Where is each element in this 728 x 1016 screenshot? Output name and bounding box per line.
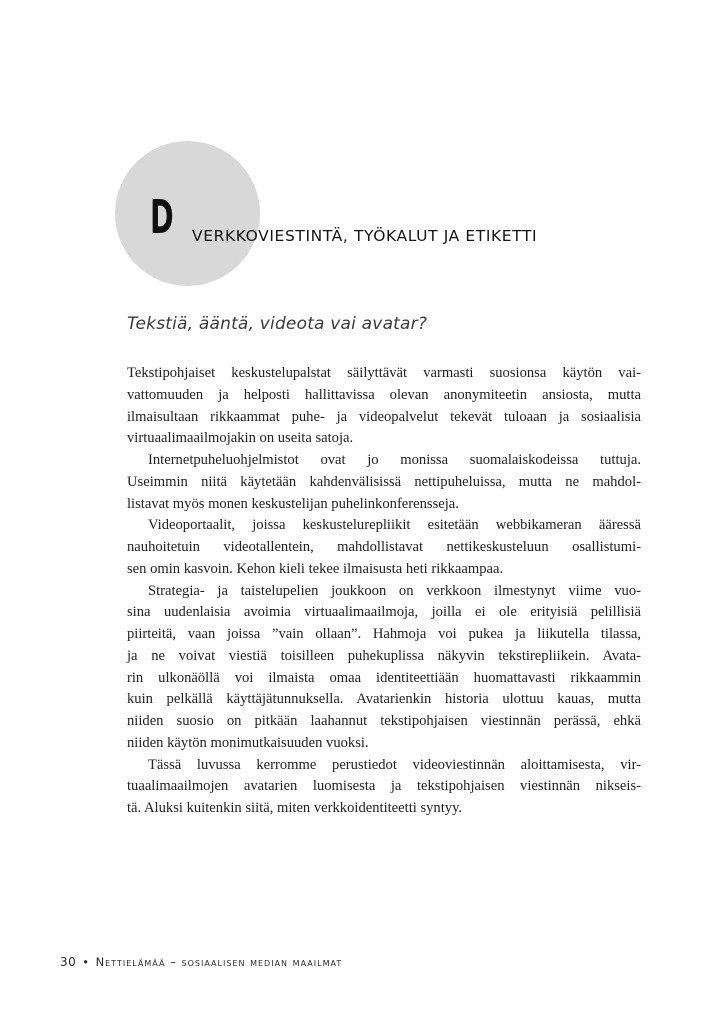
chapter-title: VERKKOVIESTINTÄ, TYÖKALUT JA ETIKETTI — [192, 227, 538, 245]
body-line: Tekstipohjaiset keskustelupalstat säilyttävät varmasti suosionsa käytön vai- — [127, 365, 641, 381]
body-line: piirteitä, vaan joissa ”vain ollaan”. Hahmoja voi pukea ja liikutella tilassa, — [127, 626, 641, 642]
body-line: sina uudenlaisia avoimia virtuaalimaailmoja, joilla ei ole erityisiä pelillisiä — [127, 604, 641, 621]
body-line: tä. Aluksi kuitenkin siitä, miten verkkoidentiteetti syntyy. — [127, 800, 463, 816]
page-number: 30 — [60, 955, 77, 969]
body-line: Strategia- ja taistelupelien joukkoon on verkkoon ilmestynyt viime vuo- — [148, 582, 641, 599]
body-line: ja ne voivat viestiä toisilleen puhekuplissa näkyvin tekstirepliikein. Avata- — [127, 647, 641, 664]
body-line: sen omin kasvoin. Kehon kieli tekee ilmaisusta heti rikkaampaa. — [127, 560, 504, 577]
body-line: vattomuuden ja helposti hallittavissa olevan anonymiteetin ansiosta, mutta — [127, 386, 641, 403]
body-line: virtuaalimaailmojakin on useita satoja. — [127, 430, 354, 447]
body-line: ilmaisultaan rikkaammat puhe- ja videopalvelut tekevät tuloaan ja sosiaalisia — [127, 408, 641, 425]
body-line: Tässä luvussa kerromme perustiedot videoviestinnän aloittamisesta, vir- — [148, 756, 641, 773]
body-text — [127, 363, 641, 820]
chapter-letter: D — [150, 190, 174, 244]
body-line: Useimmin niitä käytetään kahdenvälisissä nettipuheluissa, mutta ne mahdol- — [127, 473, 641, 490]
body-line: rin ulkonäöllä voi ilmaista omaa identiteettiään huomattavasti rikkaammin — [127, 669, 641, 686]
section-heading: Tekstiä, ääntä, videota vai avatar? — [127, 314, 428, 334]
body-line: niiden suosio on pitkään laahannut tekstipohjaisen viestinnän perässä, ehkä — [127, 713, 641, 729]
chapter-circle-decoration — [115, 141, 260, 286]
body-line: Videoportaalit, joissa keskustelurepliikit esitetään webbikameran ääressä — [148, 517, 641, 534]
body-line: kuin pelkällä käyttäjätunnuksella. Avatarienkin historia ulottuu kauas, mutta — [127, 691, 641, 708]
page-footer — [60, 955, 342, 969]
body-line: listavat myös monen keskustelijan puhelinkonferensseja. — [127, 495, 459, 512]
body-line: tuaalimaailmojen avatarien luomisesta ja tekstipohjaisen viestinnän nikseis- — [127, 778, 641, 795]
running-title: Nettielämää – sosiaalisen median maailmat — [95, 955, 343, 969]
body-line: Internetpuheluohjelmistot ovat jo monissa suomalaiskodeissa tuttuja. — [148, 452, 641, 468]
body-line: nauhoitetuin videotallentein, mahdollistavat nettikeskusteluun osallistumi- — [127, 539, 641, 555]
footer-bullet: • — [82, 955, 90, 969]
body-line: niiden käytön monimutkaisuuden vuoksi. — [127, 734, 369, 751]
